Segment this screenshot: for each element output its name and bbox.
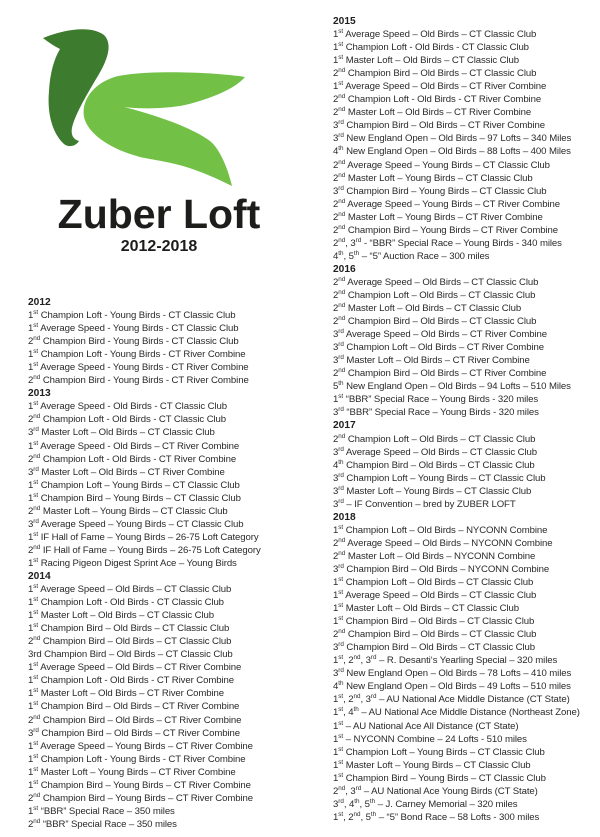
achievement-line: 2nd Master Loft – Young Birds – CT Classic Club [333, 171, 533, 184]
achievement-line: 2nd “BBR” Special Race – 350 miles [28, 817, 177, 830]
achievement-line: 4th, 5th – “5” Auction Race – 300 miles [333, 249, 490, 262]
achievement-line: 2nd Champion Bird – Old Birds – CT River Combine [333, 367, 547, 380]
achievement-line: 1st Champion Loft - Young Birds - CT River Combine [28, 752, 246, 765]
achievement-line: 1st Master Loft – Old Birds – CT Classic Club [333, 601, 519, 615]
achievement-line: 2nd Champion Bird – Young Birds – CT River Combine [28, 791, 253, 804]
achievement-line: 3rd Master Loft – Old Birds – CT River Combine [333, 354, 530, 367]
achievement-line: 1st Average Speed – Old Birds – CT Classic Club [333, 27, 537, 41]
achievement-line: 1st Racing Pigeon Digest Sprint Ace – Young Birds [28, 556, 237, 569]
achievement-line: 2nd Champion Bird – Old Birds – CT River Combine [28, 713, 242, 726]
achievement-line: 1st Master Loft – Old Birds – CT Classic Club [333, 53, 519, 67]
bird-body-shape [84, 72, 245, 186]
year-header-2014: 2014 [28, 570, 51, 582]
achievement-line: 2nd Champion Bird – Young Birds – CT River Combine [333, 223, 558, 236]
achievement-line: 4th New England Open – Old Birds – 49 Lofts – 510 miles [333, 680, 571, 693]
achievement-line: 2nd Champion Loft - Old Birds - CT River Combine [28, 452, 237, 465]
achievements-right-column [333, 15, 595, 824]
achievement-line: 1st Average Speed – Young Birds – CT River Combine [28, 739, 253, 752]
achievement-line: 2nd Champion Bird – Old Birds – CT Classic Club [333, 67, 537, 80]
achievement-line: 2nd Champion Bird - Young Birds - CT River Combine [28, 374, 249, 387]
achievement-line: 2nd Champion Bird - Young Birds - CT Classic Club [28, 334, 239, 348]
achievement-line: 1st – AU National Ace All Distance (CT State) [333, 719, 519, 732]
achievement-line: 2nd, 3rd – AU National Ace Young Birds (CT State) [333, 784, 538, 797]
achievement-line: 1st “BBR” Special Race – 350 miles [28, 804, 175, 817]
achievement-line: 2nd Master Loft – Young Birds – CT River Combine [333, 210, 543, 223]
achievement-line: 2nd Master Loft – Old Birds – NYCONN Combine [333, 549, 536, 562]
achievement-line: 1st Champion Loft - Old Birds - CT River Combine [28, 674, 234, 687]
achievement-line: 1st, 2nd, 5th – “5” Bond Race – 58 Lofts - 300 miles [333, 810, 540, 823]
achievement-line: 2nd Master Loft – Young Birds – CT Classic Club [28, 504, 228, 517]
achievement-line: 2nd Champion Loft – Old Birds – CT Classic Club [333, 288, 536, 301]
achievement-line: 1st Champion Loft – Old Birds – NYCONN Combine [333, 523, 548, 536]
achievement-line: 1st Champion Bird – Young Birds – CT Classic Club [28, 491, 241, 504]
achievement-line: 1st Champion Loft – Old Birds – CT Classic Club [333, 575, 534, 589]
achievement-line: 2nd Champion Loft – Old Birds – CT Classic Club [333, 432, 536, 445]
achievement-line: 3rd Champion Bird – Old Birds – CT Classic Club [28, 649, 233, 661]
achievement-line: 2nd Average Speed – Young Birds – CT Classic Club [333, 158, 550, 171]
year-header-2018: 2018 [333, 511, 356, 523]
achievement-line: 1st Champion Loft - Young Birds - CT Classic Club [28, 308, 236, 322]
achievement-line: 1st Average Speed – Old Birds – CT River Combine [333, 80, 547, 93]
achievement-line: 1st, 4th – AU National Ace Middle Distance (Northeast Zone) [333, 706, 580, 719]
achievement-line: 1st Master Loft – Young Birds – CT River Combine [28, 765, 236, 778]
achievement-line: 1st Champion Bird – Young Birds – CT River Combine [28, 778, 251, 791]
achievement-line: 2nd Average Speed – Old Birds – NYCONN Combine [333, 536, 553, 549]
achievement-line: 3rd Average Speed – Old Birds – CT Classic Club [333, 445, 537, 458]
achievement-line: 1st Master Loft – Young Birds – CT Classic Club [333, 758, 531, 771]
achievement-line: 1st “BBR” Special Race – Young Birds - 320 miles [333, 393, 539, 406]
years-range-subtitle: 2012-2018 [120, 238, 198, 255]
achievement-line: 3rd, 4th, 5th – J. Carney Memorial – 320 miles [333, 797, 518, 810]
achievement-line: 2nd Champion Bird – Old Birds – CT Classic Club [333, 628, 537, 641]
achievement-line: 1st Average Speed - Old Birds - CT Classic Club [28, 400, 227, 413]
achievement-line: 1st Champion Loft – Young Birds – CT Classic Club [28, 478, 240, 491]
achievement-line: 3rd Average Speed – Young Birds – CT Classic Club [28, 517, 244, 530]
achievement-line: 3rd New England Open – Old Birds – 78 Lofts – 410 miles [333, 667, 572, 680]
achievement-line: 1st Master Loft – Old Birds – CT Classic Club [28, 608, 214, 622]
achievement-line: 2nd IF Hall of Fame – Young Birds – 26-75 Loft Category [28, 543, 261, 556]
year-header-2017: 2017 [333, 420, 356, 432]
achievement-line: 1st Champion Bird – Old Birds – CT River Combine [28, 700, 240, 713]
achievement-line: 1st Champion Loft - Old Birds - CT Classic Club [333, 40, 529, 54]
achievement-line: 1st IF Hall of Fame – Young Birds – 26-75 Loft Category [28, 530, 259, 543]
achievement-line: 2nd Champion Bird – Old Birds – CT Classic Club [28, 635, 232, 648]
achievement-line: 1st Average Speed - Young Birds - CT Classic Club [28, 321, 239, 335]
achievement-line: 1st Average Speed – Old Birds – CT Classic Club [28, 582, 232, 596]
achievement-line: 1st Average Speed – Old Birds – CT River Combine [28, 661, 242, 674]
achievement-line: 2nd Master Loft – Old Birds – CT River Combine [333, 106, 532, 119]
achievement-line: 3rd Champion Bird – Old Birds – CT Classic Club [333, 641, 535, 654]
achievement-line: 3rd Champion Loft – Young Birds – CT Classic Club [333, 471, 546, 484]
achievement-line: 1st Champion Bird – Old Birds – CT Classic Club [28, 621, 230, 635]
achievement-line: 1st Average Speed - Old Birds – CT River Combine [28, 439, 240, 452]
achievement-line: 3rd New England Open – Old Birds – 97 Lofts – 340 Miles [333, 132, 572, 145]
achievement-line: 1st Average Speed - Young Birds - CT River Combine [28, 361, 249, 374]
achievement-line: 3rd Master Loft – Old Birds – CT Classic Club [28, 426, 215, 439]
achievement-line: 1st – NYCONN Combine – 24 Lofts - 510 miles [333, 732, 527, 745]
bird-logo-icon [40, 24, 246, 189]
achievement-line: 3rd Master Loft – Old Birds – CT River Combine [28, 465, 225, 478]
achievement-line: 3rd Champion Bird – Old Birds – CT River Combine [333, 119, 545, 132]
achievement-line: 2nd, 3rd - “BBR” Special Race – Young Birds - 340 miles [333, 236, 562, 249]
loft-title: Zuber Loft [57, 191, 261, 237]
achievement-line: 3rd “BBR” Special Race – Young Birds - 320 miles [333, 406, 539, 419]
achievement-line: 5th New England Open – Old Birds – 94 Lofts – 510 Miles [333, 380, 571, 393]
achievement-line: 4th Champion Bird – Old Birds – CT Classic Club [333, 458, 535, 471]
achievement-line: 3rd Master Loft – Young Birds – CT Classic Club [333, 484, 532, 497]
achievement-line: 1st Champion Loft - Old Birds - CT Classic Club [28, 595, 224, 609]
achievement-line: 2nd Master Loft – Old Birds – CT Classic Club [333, 301, 522, 315]
achievement-line: 3rd Champion Bird – Old Birds – NYCONN Combine [333, 562, 550, 575]
achievement-line: 1st, 2nd, 3rd – AU National Ace Middle Distance (CT State) [333, 693, 570, 706]
achievement-line: 1st Champion Bird – Young Birds – CT Classic Club [333, 771, 546, 784]
achievement-line: 2nd Champion Loft - Old Birds - CT Classic Club [28, 413, 227, 426]
achievements-left-column [28, 296, 323, 831]
achievement-line: 3rd Champion Bird – Old Birds – CT River Combine [28, 726, 240, 739]
achievement-line: 2nd Average Speed – Young Birds – CT River Combine [333, 197, 560, 210]
achievement-line: 3rd Average Speed – Old Birds – CT River Combine [333, 327, 547, 341]
achievement-line: 3rd – IF Convention – bred by ZUBER LOFT [333, 497, 516, 510]
achievement-line: 2nd Average Speed – Old Birds – CT Classic Club [333, 275, 539, 288]
achievement-line: 1st Master Loft – Old Birds – CT River Combine [28, 687, 225, 700]
achievement-line: 3rd Champion Loft – Old Birds – CT River Combine [333, 340, 544, 354]
year-header-2016: 2016 [333, 263, 356, 275]
achievement-line: 1st Average Speed – Old Birds – CT Classic Club [333, 588, 537, 602]
achievement-line: 1st Champion Loft - Young Birds - CT River Combine [28, 348, 246, 361]
year-header-2013: 2013 [28, 388, 51, 400]
achievement-line: 3rd Champion Bird – Young Birds – CT Classic Club [333, 184, 547, 197]
achievement-line: 1st Champion Loft – Young Birds – CT Classic Club [333, 745, 545, 758]
achievement-line: 2nd Champion Loft - Old Birds - CT River Combine [333, 93, 542, 106]
year-header-2015: 2015 [333, 16, 356, 27]
achievement-line: 1st, 2nd, 3rd – R. Desanti‘s Yearling Special – 320 miles [333, 654, 558, 667]
achievement-line: 2nd Champion Bird – Old Birds – CT Classic Club [333, 314, 537, 328]
achievement-line: 4th New England Open – Old Birds – 88 Lofts – 400 Miles [333, 145, 571, 158]
year-header-2012: 2012 [28, 297, 51, 308]
achievement-line: 1st Champion Bird – Old Birds – CT Classic Club [333, 614, 535, 628]
